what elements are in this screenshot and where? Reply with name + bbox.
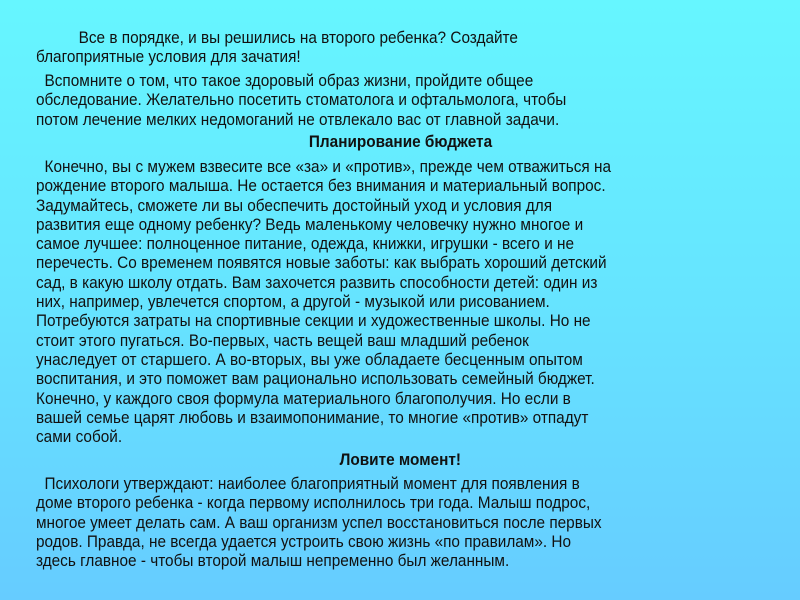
heading-text: Ловите момент! [339,451,461,469]
text-line: здесь главное - чтобы второй малыш непременно был желанным. [36,552,510,571]
text-line: сами собой. [36,428,123,447]
text-line: перечесть. Со временем появятся новые заботы: как выбрать хороший детский [36,254,607,273]
intro-paragraph [36,29,776,68]
heading-text: Планирование бюджета [308,133,492,151]
text-line: рождение второго малыша. Не остается без внимания и материальный вопрос. [36,177,606,196]
text-line: сад, в какую школу отдать. Вам захочется развить способности детей: один из [36,273,598,292]
text-line: Потребуются затраты на спортивные секции и художественные школы. Но не [36,312,591,331]
moment-paragraph [36,475,776,571]
text-line: доме второго ребенка - когда первому исполнилось три года. Малыш подрос, [36,494,591,513]
text-line: развития еще одному ребенку? Ведь маленькому человечку нужно многое и [36,215,584,234]
heading-moment [0,451,800,470]
text-line: унаследует от старшего. А во-вторых, вы уже обладаете бесценным опытом [36,350,583,369]
text-line: вашей семье царят любовь и взаимопонимание, то многие «против» отпадут [36,408,589,427]
text-line: потом лечение мелких недомоганий не отвлекало вас от главной задачи. [36,110,560,129]
text-line: Конечно, у каждого своя формула материального благополучия. Но если в [36,389,571,408]
budget-paragraph [36,158,776,447]
text-line: Психологи утверждают: наиболее благоприятный момент для появления в [36,475,580,493]
text-line: них, например, увлечется спортом, а другой - музыкой или рисованием. [36,293,550,312]
text-line: родов. Правда, не всегда удается устроить свою жизнь «по правилам». Но [36,532,572,551]
text-line: воспитания, и это поможет вам рационально использовать семейный бюджет. [36,370,595,389]
text-line: Конечно, вы с мужем взвесите все «за» и «против», прежде чем отважиться на [36,158,612,176]
text-line: самое лучшее: полноценное питание, одежда, книжки, игрушки - всего и не [36,235,575,254]
text-line: многое умеет делать сам. А ваш организм успел восстановиться после первых [36,513,602,532]
text-line: благоприятные условия для зачатия! [36,48,301,67]
health-paragraph [36,72,776,130]
text-line: Вспомните о том, что такое здоровый образ жизни, пройдите общее [36,72,534,90]
text-line: стоит этого пугаться. Во-первых, часть вещей ваш младший ребенок [36,331,529,350]
text-line: Все в порядке, и вы решились на второго ребенка? Создайте [36,29,518,47]
text-line: обследование. Желательно посетить стоматолога и офтальмолога, чтобы [36,91,567,110]
text-line: Задумайтесь, сможете ли вы обеспечить достойный уход и условия для [36,196,553,215]
heading-budget [0,133,800,152]
